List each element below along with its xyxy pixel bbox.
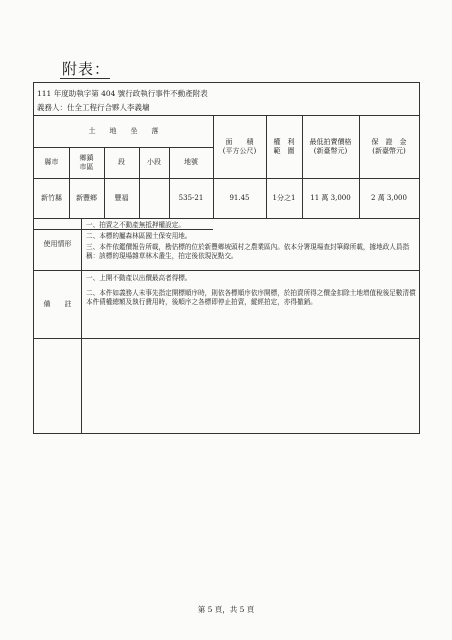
remark-item-2 xyxy=(86,289,416,307)
usage-item-number: 二、 xyxy=(86,232,100,240)
county-value: 新竹縣 xyxy=(41,193,62,202)
deposit-value: 2 萬 3,000 xyxy=(371,193,407,202)
subsection-header: 小段 xyxy=(147,158,161,167)
property-attachment-table xyxy=(33,82,420,434)
township-header: 鄉鎮 市區 xyxy=(79,153,94,171)
area-value: 91.45 xyxy=(229,193,250,202)
township-value: 新豐鄉 xyxy=(76,193,97,202)
page-number: 第 5 頁，共 5 頁 xyxy=(197,605,255,614)
divider xyxy=(34,270,419,271)
county-header: 縣市 xyxy=(44,158,59,167)
usage-item-number: 三、 xyxy=(86,243,100,251)
case-title: 111 年度助執字第 404 號行政執行事件不動產附表 xyxy=(37,89,208,98)
divider xyxy=(34,218,419,219)
divider xyxy=(34,338,419,339)
subsection-value xyxy=(139,178,169,218)
remark-item-number: 二、 xyxy=(86,289,100,297)
land-location-header: 土 地 坐 落 xyxy=(88,126,159,135)
usage-item-text: 本標的屬森林區國土保安用地。 xyxy=(99,232,192,240)
usage-item-2 xyxy=(86,232,416,241)
usage-item-1 xyxy=(86,221,416,230)
lot-header: 地號 xyxy=(184,158,198,167)
usage-item-number: 一、 xyxy=(86,221,100,229)
lot-value: 535-21 xyxy=(178,193,204,202)
remarks-label: 備 註 xyxy=(43,299,72,308)
section-value: 豐福 xyxy=(114,193,129,202)
section-header: 段 xyxy=(118,158,125,167)
rights-header: 權 利 範 圍 xyxy=(273,137,295,155)
rights-value: 1分之1 xyxy=(272,193,296,202)
min-price-header: 最低拍賣價格 (新臺幣元) xyxy=(309,137,352,155)
divider xyxy=(81,218,82,433)
remark-item-1 xyxy=(86,274,416,283)
remark-item-number: 一、 xyxy=(86,274,100,282)
attachment-underline xyxy=(60,78,110,79)
obligor-line: 義務人：仕全工程行合夥人李義墉 xyxy=(37,103,150,112)
usage-label: 使用情形 xyxy=(43,239,72,248)
remark-item-text: 上開不動產以出價最高者得標。 xyxy=(99,274,192,282)
deposit-header: 保 證 金 (新臺幣元) xyxy=(371,137,407,155)
min-price-value: 11 萬 3,000 xyxy=(310,193,351,202)
usage-item-3 xyxy=(86,243,416,261)
area-header: 面 積 (平方公尺) xyxy=(222,137,257,155)
usage-item-text: 拍賣之不動產無抵押權設定。 xyxy=(99,221,185,229)
remark-item-text: 本件如義務人未事先指定開標順序時，則依各標順序依序開標，於拍賣所得之價金扣除土地增值稅後足數清償本件債權總額及執行費用時，後順序之各標即停止拍賣，縱經拍定，亦得撤銷。 xyxy=(86,289,416,306)
attachment-label: 附表： xyxy=(62,60,111,78)
usage-item-text: 本件依鑑價報告所載，勘估標的位於新豐鄉坡頭村之農業區內。依本分署現場查封筆錄所載，據地政人員指稱：該標的現場雜草林木叢生，拍定後依現況點交。 xyxy=(86,243,410,260)
